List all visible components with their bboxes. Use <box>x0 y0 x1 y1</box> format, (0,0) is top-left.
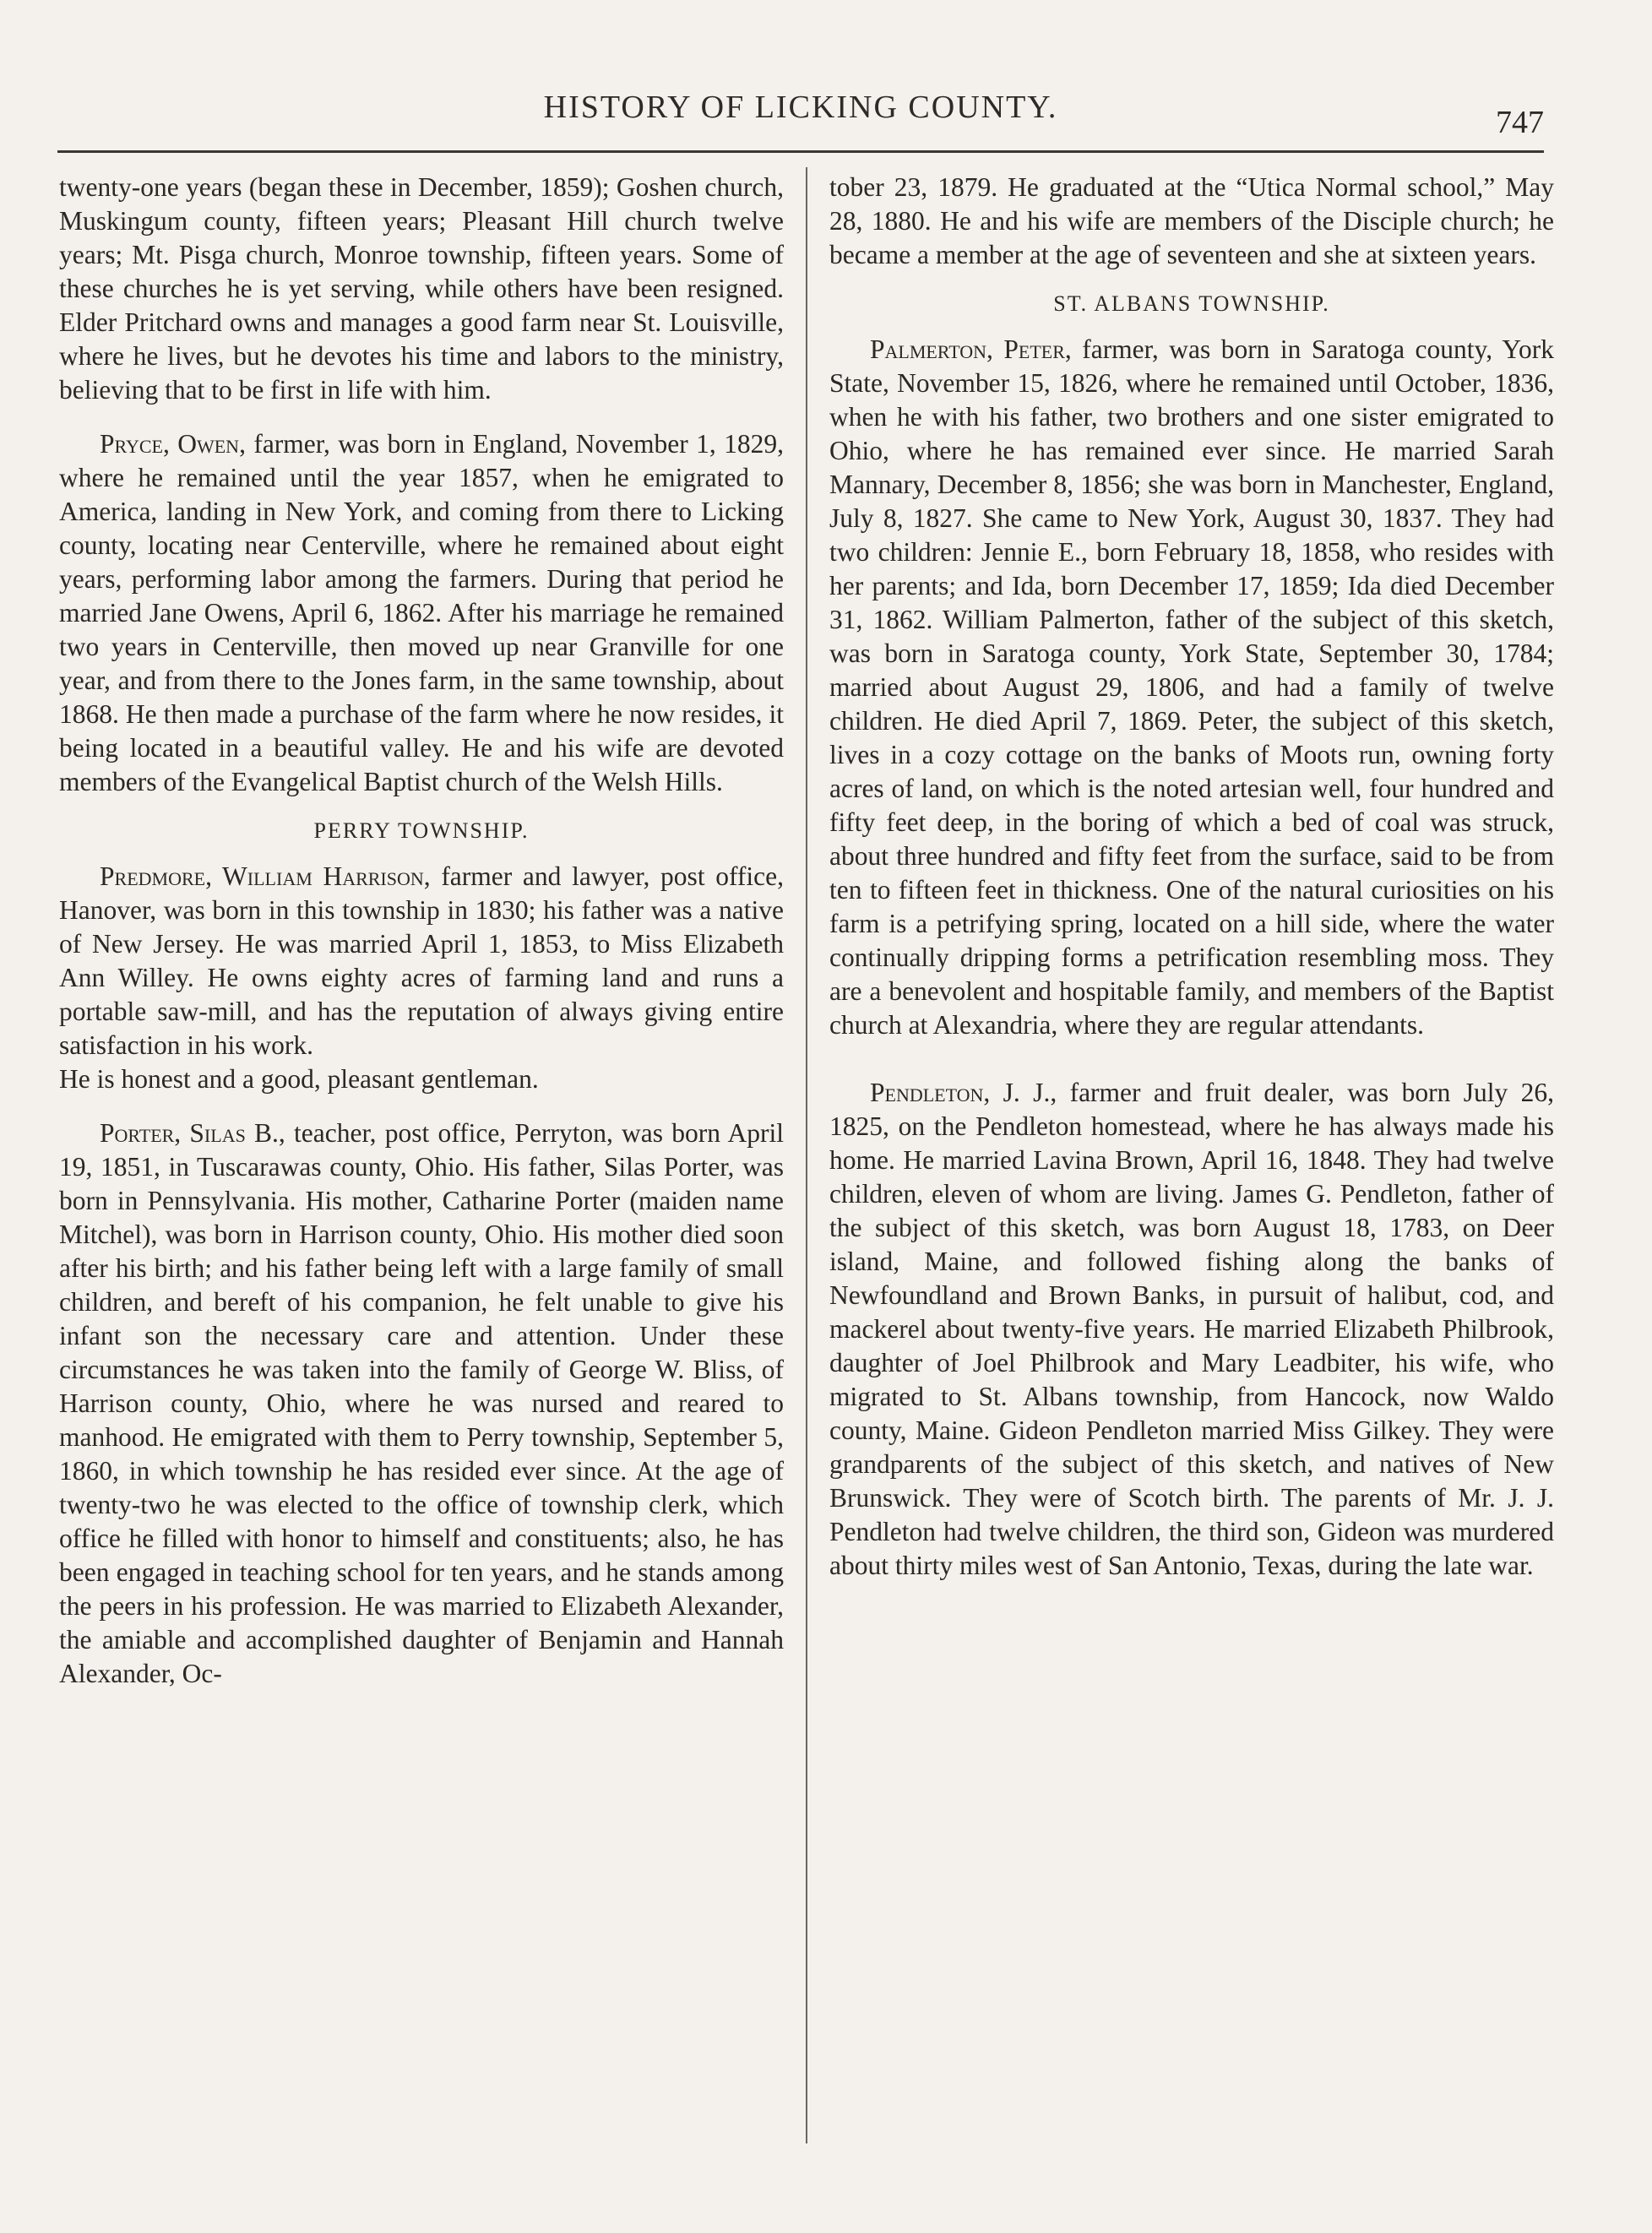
running-title: HISTORY OF LICKING COUNTY. <box>543 90 1058 125</box>
porter-entry <box>59 1116 784 1691</box>
palmerton-entry <box>829 333 1554 1042</box>
pritchard-continuation: twenty-one years (began these in December, 1859); Goshen church, Muskingum county, fifteen years; Pleasant Hill church twelve years; Mt. Pisga church, Monroe township, fifteen years. Some of these churches he is yet serving, while others have been resigned. Elder Pritchard owns and manages a good farm near St. Louisville, where he lives, but he devotes his time and labors to the ministry, believing that to be first in life with him. <box>59 172 784 405</box>
porter-text: teacher, post office, Perryton, was born April 19, 1851, in Tuscarawas county, Ohio. His father, Silas Porter, was born in Pennsylvania. His mother, Catharine Porter (maiden name Mitchel), was born in Harrison county, Ohio. His mother died soon after his birth; and his father being left with a large family of small children, and bereft of his companion, he felt unable to give his infant son the necessary care and attention. Under these circumstances he was taken into the family of George W. Bliss, of Harrison county, Ohio, where he was nursed and reared to manhood. He emigrated with them to Perry township, September 5, 1860, in which township he has resided ever since. At the age of twenty-two he was elected to the office of township clerk, which office he filled with honor to himself and constituents; also, he has been engaged in teaching school for ten years, and he stands among the peers in his profession. He was married to Elizabeth Alexander, the amiable and accomplished daughter of Benjamin and Hannah Alexander, Oc- <box>59 1118 784 1688</box>
left-column <box>59 171 784 1691</box>
pendleton-entry <box>829 1076 1554 1583</box>
predmore-line2: He is honest and a good, pleasant gentleman. <box>59 1064 539 1094</box>
st-albans-township-heading: ST. ALBANS TOWNSHIP. <box>1053 291 1330 316</box>
porter-continuation: tober 23, 1879. He graduated at the “Utica Normal school,” May 28, 1880. He and his wife are members of the Disciple church; he became a member at the age of seventeen and she at sixteen years. <box>829 172 1554 269</box>
right-column <box>829 171 1554 1583</box>
predmore-name: Predmore, William Harrison, <box>100 861 431 891</box>
pryce-name: Pryce, Owen, <box>100 429 246 459</box>
perry-township-heading: PERRY TOWNSHIP. <box>313 818 530 843</box>
header-rule <box>57 150 1544 153</box>
column-divider <box>806 167 807 2143</box>
pryce-text: farmer, was born in England, November 1, 1829, where he remained until the year 1857, when he emigrated to America, landing in New York, and coming from there to Licking county, locating near Centerville, where he remained about eight years, performing labor among the farmers. During that period he married Jane Owens, April 6, 1862. After his marriage he remained two years in Centerville, then moved up near Granville for one year, and from there to the Jones farm, in the same township, about 1868. He then made a purchase of the farm where he now resides, it being located in a beautiful valley. He and his wife are devoted members of the Evangelical Baptist church of the Welsh Hills. <box>59 429 785 796</box>
porter-name: Porter, Silas B., <box>100 1118 285 1148</box>
pryce-entry <box>59 427 784 799</box>
predmore-entry <box>59 860 784 1062</box>
palmerton-name: Palmerton, Peter, <box>870 334 1072 364</box>
pendleton-text: farmer and fruit dealer, was born July 26, 1825, on the Pendleton homestead, where he has always made his home. He married Lavina Brown, April 16, 1848. They had twelve children, eleven of whom are living. James G. Pendleton, father of the subject of this sketch, was born August 18, 1783, on Deer island, Maine, and followed fishing along the banks of Newfoundland and Brown Banks, in pursuit of halibut, cod, and mackerel about twenty-five years. He married Elizabeth Philbrook, daughter of Joel Philbrook and Mary Leadbiter, his wife, who migrated to St. Albans township, from Hancock, now Waldo county, Maine. Gideon Pendleton married Miss Gilkey. They were grandparents of the subject of this sketch, and natives of New Brunswick. They were of Scotch birth. The parents of Mr. J. J. Pendleton had twelve children, the third son, Gideon was murdered about thirty miles west of San Antonio, Texas, during the late war. <box>829 1078 1554 1580</box>
palmerton-text: farmer, was born in Saratoga county, York State, November 15, 1826, where he remained until October, 1836, when he with his father, two brothers and one sister emigrated to Ohio, where he has remained ever since. He married Sarah Mannary, December 8, 1856; she was born in Manchester, England, July 8, 1827. She came to New York, August 30, 1837. They had two children: Jennie E., born February 18, 1858, who resides with her parents; and Ida, born December 17, 1859; Ida died December 31, 1862. William Palmerton, father of the subject of this sketch, was born in Saratoga county, York State, September 30, 1784; married about August 29, 1806, and had a family of twelve children. He died April 7, 1869. Peter, the subject of this sketch, lives in a cozy cottage on the banks of Moots run, owning forty acres of land, on which is the noted artesian well, four hundred and fifty feet deep, in the boring of which a bed of coal was struck, about three hundred and fifty feet from the surface, said to be from ten to fifteen feet in thickness. One of the natural curiosities on his farm is a petrifying spring, located on a hill side, where the water continually dripping forms a petrification resembling moss. They are a benevolent and hospitable family, and members of the Baptist church at Alexandria, where they are regular attendants. <box>829 334 1554 1040</box>
page-number: 747 <box>1496 105 1544 140</box>
pendleton-name: Pendleton, J. J., <box>870 1078 1057 1107</box>
predmore-text: farmer and lawyer, post office, Hanover, was born in this township in 1830; his father was a native of New Jersey. He was married April 1, 1853, to Miss Elizabeth Ann Willey. He owns eighty acres of farming land and runs a portable saw-mill, and has the reputation of always giving entire satisfaction in his work. <box>59 861 784 1060</box>
page-header <box>57 89 1544 139</box>
